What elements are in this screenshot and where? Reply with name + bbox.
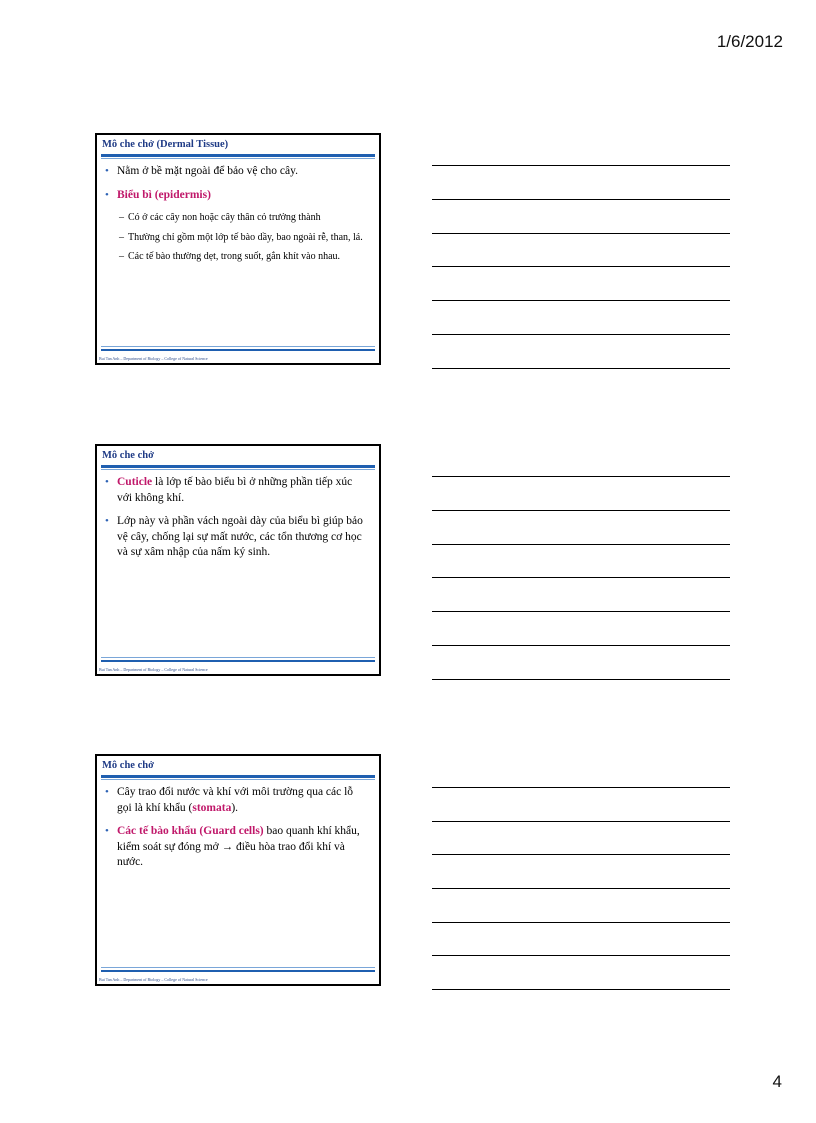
bullet-dot-icon: • — [105, 515, 109, 527]
note-line — [432, 510, 730, 511]
title-divider — [101, 465, 375, 468]
note-line — [432, 854, 730, 855]
note-line — [432, 577, 730, 578]
bullet-dot-icon: • — [105, 476, 109, 488]
page-date: 1/6/2012 — [716, 32, 783, 51]
slide-body — [103, 475, 369, 569]
bullet-text: bao quanh khí khẩu, kiểm soát sự đóng mở → điều hòa trao đổi khí và nước. — [117, 825, 360, 868]
note-line — [432, 821, 730, 822]
slide-footer: Bui Tan Anh – Department of Biology – College of Natural Science — [99, 356, 208, 361]
bullet-text: là lớp tế bào biểu bì ở những phần tiếp xúc với không khí. — [117, 476, 353, 504]
bullet — [103, 164, 369, 180]
note-line — [432, 787, 730, 788]
note-line — [432, 679, 730, 680]
sub-bullet — [103, 231, 369, 245]
bullet-dot-icon: • — [105, 188, 109, 201]
bullet-highlight: stomata — [192, 801, 232, 814]
bullet-text: Cây trao đổi nước và khí với môi trường qua các lỗ gọi là khí khẩu ( — [117, 786, 354, 814]
bullet-text-end: ). — [231, 801, 239, 814]
slide-1 — [95, 133, 381, 365]
note-line — [432, 888, 730, 889]
slide-footer: Bui Tan Anh – Department of Biology – College of Natural Science — [99, 667, 208, 672]
note-line — [432, 955, 730, 956]
bullet-highlight: Cuticle — [117, 476, 153, 488]
footer-divider — [101, 349, 375, 351]
sub-bullet-text: Thường chỉ gồm một lớp tế bào dầy, bao ngoài rễ, than, lá. — [128, 231, 363, 243]
note-line — [432, 544, 730, 545]
bullet — [103, 824, 369, 871]
sub-bullet-text: Các tế bào thường dẹt, trong suốt, gắn khít vào nhau. — [128, 251, 341, 262]
note-line — [432, 611, 730, 612]
bullet — [103, 785, 369, 816]
note-line — [432, 368, 730, 369]
slide-title: Mô che chở (Dermal Tissue) — [102, 139, 229, 150]
note-line — [432, 165, 730, 166]
note-line — [432, 476, 730, 477]
slide-2 — [95, 444, 381, 676]
note-line — [432, 233, 730, 234]
dash-icon: – — [119, 251, 124, 262]
bullet-dot-icon: • — [105, 825, 109, 837]
sub-bullet-text: Có ở các cây non hoặc cây thân cỏ trưởng thành — [128, 212, 321, 223]
title-divider — [101, 154, 375, 157]
note-line — [432, 300, 730, 301]
page-number: 4 — [772, 1072, 782, 1091]
slide-3 — [95, 754, 381, 986]
slide-title: Mô che chở — [102, 450, 154, 461]
note-line — [432, 645, 730, 646]
bullet-dot-icon: • — [105, 786, 109, 798]
bullet-highlight: Biểu bì (epidermis) — [117, 188, 211, 201]
bullet — [103, 475, 369, 506]
bullet — [103, 188, 369, 204]
note-line — [432, 266, 730, 267]
dash-icon: – — [119, 231, 124, 243]
slide-body — [103, 785, 369, 879]
dash-icon: – — [119, 212, 124, 223]
note-line — [432, 334, 730, 335]
note-line — [432, 989, 730, 990]
sub-bullet — [103, 211, 369, 225]
slide-title: Mô che chở — [102, 760, 154, 771]
footer-divider — [101, 970, 375, 972]
note-line — [432, 199, 730, 200]
note-line — [432, 922, 730, 923]
bullet-text: Nằm ở bề mặt ngoài để bảo vệ cho cây. — [117, 165, 298, 177]
slide-footer: Bui Tan Anh – Department of Biology – College of Natural Science — [99, 977, 208, 982]
bullet — [103, 514, 369, 561]
sub-bullet — [103, 250, 369, 264]
bullet-text: Lớp này và phần vách ngoài dày của biểu bì giúp bảo vệ cây, chống lại sự mất nước, các tổn thương cơ học và sự xâm nhập của nấm ký sinh. — [117, 515, 363, 558]
footer-divider — [101, 660, 375, 662]
title-divider — [101, 775, 375, 778]
bullet-dot-icon: • — [105, 165, 109, 177]
slide-body — [103, 164, 369, 270]
bullet-highlight: Các tế bào khẩu (Guard cells) — [117, 825, 264, 837]
